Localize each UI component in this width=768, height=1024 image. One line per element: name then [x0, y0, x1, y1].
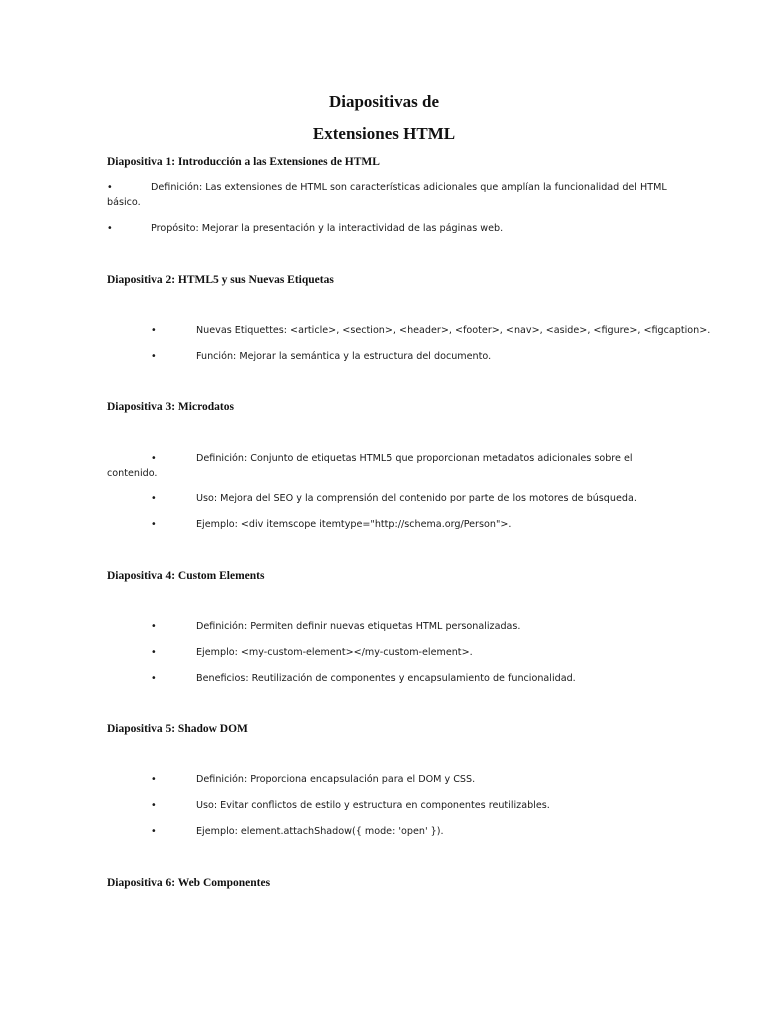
slide-1-item-2: Propósito: Mejorar la presentación y la interactividad de las páginas web. — [151, 223, 504, 234]
slide-3-item-1-continuation: contenido. — [107, 468, 158, 479]
bullet-icon: • — [151, 621, 157, 632]
slide-2-heading: Diapositiva 2: HTML5 y sus Nuevas Etiquetas — [107, 274, 334, 286]
bullet-icon: • — [151, 647, 157, 658]
slide-4-item-2: Ejemplo: <my-custom-element></my-custom-element>. — [196, 647, 473, 658]
slide-3-item-1: Definición: Conjunto de etiquetas HTML5 que proporcionan metadatos adicionales sobre el — [196, 453, 633, 464]
slide-2-item-1: Nuevas Etiquettes: <article>, <section>, <header>, <footer>, <nav>, <aside>, <figure>, <figcaption>. — [196, 325, 711, 336]
slide-4-heading: Diapositiva 4: Custom Elements — [107, 570, 265, 582]
bullet-icon: • — [151, 519, 157, 530]
slide-3-item-3: Ejemplo: <div itemscope itemtype="http://schema.org/Person">. — [196, 519, 512, 530]
slide-6-heading: Diapositiva 6: Web Componentes — [107, 877, 271, 889]
slide-4-item-3: Beneficios: Reutilización de componentes y encapsulamiento de funcionalidad. — [196, 673, 576, 684]
bullet-icon: • — [107, 182, 113, 193]
bullet-icon: • — [151, 673, 157, 684]
bullet-icon: • — [151, 774, 157, 785]
slide-1-item-1: Definición: Las extensiones de HTML son características adicionales que amplían la funcionalidad del HTML — [151, 182, 667, 193]
bullet-icon: • — [151, 325, 157, 336]
slide-3-item-2: Uso: Mejora del SEO y la comprensión del contenido por parte de los motores de búsqueda. — [196, 493, 637, 504]
bullet-icon: • — [151, 493, 157, 504]
slide-5-item-2: Uso: Evitar conflictos de estilo y estructura en componentes reutilizables. — [196, 800, 550, 811]
slide-5-item-1: Definición: Proporciona encapsulación para el DOM y CSS. — [196, 774, 476, 785]
bullet-icon: • — [151, 800, 157, 811]
slide-5-item-3: Ejemplo: element.attachShadow({ mode: 'open' }). — [196, 826, 444, 837]
bullet-icon: • — [151, 453, 157, 464]
slide-1-heading: Diapositiva 1: Introducción a las Extensiones de HTML — [107, 156, 380, 168]
bullet-icon: • — [151, 826, 157, 837]
slide-5-heading: Diapositiva 5: Shadow DOM — [107, 723, 248, 735]
slide-3-heading: Diapositiva 3: Microdatos — [107, 401, 234, 413]
slide-4-item-1: Definición: Permiten definir nuevas etiquetas HTML personalizadas. — [196, 621, 521, 632]
slide-2-item-2: Función: Mejorar la semántica y la estructura del documento. — [196, 351, 492, 362]
bullet-icon: • — [151, 351, 157, 362]
document-title-line-2: Extensiones HTML — [312, 124, 456, 143]
document-title-line-1: Diapositivas de — [328, 92, 440, 111]
bullet-icon: • — [107, 223, 113, 234]
slide-1-item-1-continuation: básico. — [107, 197, 141, 208]
